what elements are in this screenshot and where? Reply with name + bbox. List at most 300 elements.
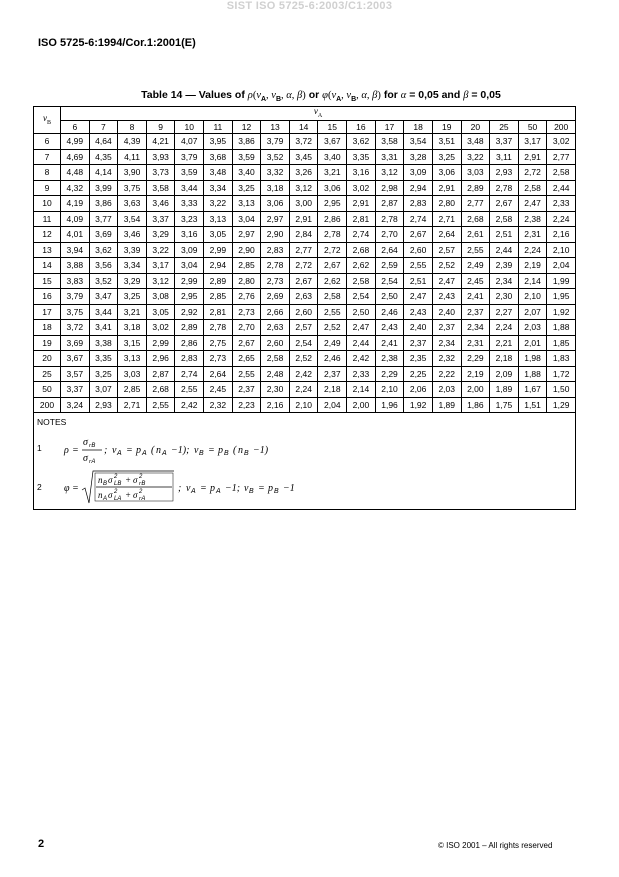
table-cell: 2,67 (289, 273, 318, 289)
table-cell: 3,52 (261, 149, 290, 165)
table-cell: 2,49 (461, 258, 490, 274)
svg-text:B: B (274, 488, 279, 495)
table-cell: 4,19 (61, 196, 90, 212)
table-cell: 2,34 (461, 320, 490, 336)
table-cell: 2,83 (175, 351, 204, 367)
row-label: 12 (34, 227, 61, 243)
table-cell: 3,34 (204, 180, 233, 196)
note-2-formula (62, 470, 332, 506)
table-cell: 2,93 (490, 165, 519, 181)
table-cell: 2,55 (175, 382, 204, 398)
table-cell: 2,24 (490, 320, 519, 336)
table-row (34, 335, 576, 351)
table-cell: 2,00 (461, 382, 490, 398)
caption-beta-value: = 0,05 (471, 89, 501, 101)
svg-text:rA: rA (139, 496, 146, 502)
table-cell: 1,89 (432, 397, 461, 413)
table-cell: 2,49 (318, 335, 347, 351)
svg-text:=: = (72, 445, 79, 456)
table-cell: 2,55 (461, 242, 490, 258)
table-cell: 3,83 (61, 273, 90, 289)
table-cell: 2,96 (146, 351, 175, 367)
table-cell: 4,48 (61, 165, 90, 181)
table-cell: 2,72 (289, 258, 318, 274)
table-cell: 2,70 (375, 227, 404, 243)
row-label: 20 (34, 351, 61, 367)
table-cell: 2,91 (347, 196, 376, 212)
table-cell: 2,41 (461, 289, 490, 305)
table-cell: 2,64 (204, 366, 233, 382)
table-cell: 3,38 (89, 335, 118, 351)
table-cell: 2,78 (375, 211, 404, 227)
table-cell: 2,78 (490, 180, 519, 196)
table-cell: 2,46 (318, 351, 347, 367)
table-cell: 3,02 (146, 320, 175, 336)
table-cell: 2,38 (518, 211, 547, 227)
svg-text:B: B (199, 450, 204, 457)
table-cell: 2,54 (375, 273, 404, 289)
table-cell: 3,26 (289, 165, 318, 181)
table-cell: 3,29 (118, 273, 147, 289)
table-cell: 2,68 (146, 382, 175, 398)
table-cell: 2,97 (261, 211, 290, 227)
svg-text:σ: σ (83, 453, 88, 464)
table-cell: 2,39 (490, 258, 519, 274)
table-cell: 3,54 (404, 134, 433, 150)
column-header: 16 (347, 120, 376, 134)
table-cell: 2,83 (404, 196, 433, 212)
table-cell: 2,37 (318, 366, 347, 382)
table-cell: 2,75 (204, 335, 233, 351)
table-cell: 3,72 (289, 134, 318, 150)
svg-text:B: B (224, 450, 229, 457)
table-cell: 2,68 (461, 211, 490, 227)
table-cell: 2,81 (204, 304, 233, 320)
copyright: © ISO 2001 – All rights reserved (438, 841, 553, 850)
table-cell: 3,07 (89, 382, 118, 398)
table-cell: 3,93 (146, 149, 175, 165)
table-cell: 2,58 (547, 165, 576, 181)
row-header-cell: $\nu_B$ (34, 107, 61, 134)
table-cell: 2,81 (347, 211, 376, 227)
table-cell: 3,57 (61, 366, 90, 382)
table-cell: 3,62 (89, 242, 118, 258)
table-cell: 4,99 (61, 134, 90, 150)
table-cell: 2,72 (318, 242, 347, 258)
table-cell: 2,80 (232, 273, 261, 289)
table-cell: 1,29 (547, 397, 576, 413)
table-cell: 3,13 (204, 211, 233, 227)
table-cell: 2,16 (261, 397, 290, 413)
table-cell: 3,44 (89, 304, 118, 320)
table-cell: 2,43 (432, 289, 461, 305)
table-cell: 4,01 (61, 227, 90, 243)
table-cell: 2,04 (318, 397, 347, 413)
column-header: 9 (146, 120, 175, 134)
table-cell: 2,47 (347, 320, 376, 336)
svg-text:A: A (162, 450, 167, 457)
table-cell: 2,64 (375, 242, 404, 258)
table-cell: 3,45 (289, 149, 318, 165)
table-cell: 3,12 (375, 165, 404, 181)
table-cell: 3,48 (461, 134, 490, 150)
svg-text:2: 2 (139, 474, 143, 480)
row-label: 10 (34, 196, 61, 212)
note-1-formula (64, 435, 324, 465)
table-cell: 2,61 (461, 227, 490, 243)
table-cell: 2,32 (204, 397, 233, 413)
table-cell: 3,35 (347, 149, 376, 165)
table-cell: 3,86 (89, 196, 118, 212)
table-cell: 1,92 (547, 304, 576, 320)
table-cell: 2,62 (318, 273, 347, 289)
table-cell: 2,86 (175, 335, 204, 351)
table-cell: 2,38 (375, 351, 404, 367)
table-cell: 2,43 (375, 320, 404, 336)
caption-alpha-value: = 0,05 and (409, 89, 461, 101)
table-cell: 3,46 (118, 227, 147, 243)
table-cell: 2,67 (404, 227, 433, 243)
table-cell: 2,71 (432, 211, 461, 227)
table-cell: 2,91 (432, 180, 461, 196)
table-cell: 2,99 (204, 242, 233, 258)
table-cell: 3,44 (175, 180, 204, 196)
table-cell: 3,94 (61, 242, 90, 258)
svg-text:=: = (200, 483, 207, 494)
table-cell: 3,68 (204, 149, 233, 165)
column-header: 200 (547, 120, 576, 134)
table-cell: 2,03 (518, 320, 547, 336)
table-cell: 3,17 (146, 258, 175, 274)
table-cell: 2,97 (232, 227, 261, 243)
table-cell: 1,88 (518, 366, 547, 382)
table-cell: 2,18 (318, 382, 347, 398)
table-cell: 3,25 (89, 366, 118, 382)
table-cell: 2,58 (261, 351, 290, 367)
table-cell: 3,02 (347, 180, 376, 196)
table-cell: 3,58 (375, 134, 404, 150)
svg-text:B: B (249, 488, 254, 495)
column-header: 25 (490, 120, 519, 134)
column-header: 17 (375, 120, 404, 134)
table-cell: 3,25 (118, 289, 147, 305)
svg-text:rA: rA (89, 459, 96, 465)
table-caption: Table 14 — Values of $\rho(\nu_A$, $\nu_B$, α, β) or $\varphi(\nu_A$, $\nu_B$, α, β) for α = 0,05 and β = 0,05 (141, 89, 501, 104)
table-cell: 2,01 (518, 335, 547, 351)
table-cell: 3,59 (232, 149, 261, 165)
svg-text:n: n (98, 475, 103, 485)
svg-text:σ: σ (108, 475, 113, 485)
table-cell: 2,67 (318, 258, 347, 274)
table-cell: 2,42 (347, 351, 376, 367)
table-cell: 3,41 (89, 320, 118, 336)
table-cell: 2,34 (432, 335, 461, 351)
table-cell: 2,73 (204, 351, 233, 367)
svg-text:−1): −1) (253, 445, 269, 456)
svg-text:2: 2 (139, 489, 143, 495)
column-group-header: $\nu_A$ (61, 107, 576, 121)
table-cell: 2,31 (518, 227, 547, 243)
table-cell: 2,95 (318, 196, 347, 212)
table-cell: 2,66 (261, 304, 290, 320)
table-cell: 2,77 (289, 242, 318, 258)
table-cell: 4,11 (118, 149, 147, 165)
table-cell: 2,99 (175, 273, 204, 289)
table-cell: 2,87 (146, 366, 175, 382)
table-cell: 2,87 (375, 196, 404, 212)
row-label: 17 (34, 304, 61, 320)
table-cell: 1,72 (547, 366, 576, 382)
svg-text:(: ( (233, 445, 237, 456)
table-cell: 3,73 (146, 165, 175, 181)
table-cell: 3,03 (118, 366, 147, 382)
table-row (34, 134, 576, 150)
table-cell: 2,19 (461, 366, 490, 382)
table-cell: 2,63 (261, 320, 290, 336)
row-label: 13 (34, 242, 61, 258)
table-cell: 2,14 (347, 382, 376, 398)
table-cell: 2,74 (175, 366, 204, 382)
table-cell: 3,67 (318, 134, 347, 150)
table-cell: 1,67 (518, 382, 547, 398)
table-cell: 3,56 (89, 258, 118, 274)
svg-text:;: ; (178, 483, 182, 494)
table-cell: 2,91 (289, 211, 318, 227)
table-cell: 1,92 (404, 397, 433, 413)
table-row (34, 227, 576, 243)
column-header: 19 (432, 120, 461, 134)
table-cell: 2,10 (289, 397, 318, 413)
row-label: 50 (34, 382, 61, 398)
table-cell: 2,34 (490, 273, 519, 289)
table-cell: 3,32 (261, 165, 290, 181)
table-cell: 3,22 (461, 149, 490, 165)
table-cell: 4,07 (175, 134, 204, 150)
column-header: 15 (318, 120, 347, 134)
svg-text:ν: ν (112, 445, 117, 456)
table-cell: 2,31 (461, 335, 490, 351)
table-cell: 3,09 (404, 165, 433, 181)
table-row (34, 320, 576, 336)
svg-text:=: = (258, 483, 265, 494)
table-cell: 2,78 (204, 320, 233, 336)
table-cell: 4,39 (118, 134, 147, 150)
table-cell: 2,33 (547, 196, 576, 212)
table-cell: 3,72 (61, 320, 90, 336)
table-cell: 1,88 (547, 320, 576, 336)
table-row (34, 366, 576, 382)
table-cell: 3,16 (175, 227, 204, 243)
table-row (34, 196, 576, 212)
table-cell: 2,57 (289, 320, 318, 336)
table-cell: 2,47 (432, 273, 461, 289)
note-2-number: 2 (37, 482, 42, 492)
column-header: 12 (232, 120, 261, 134)
table-cell: 2,45 (204, 382, 233, 398)
table-cell: 2,40 (404, 320, 433, 336)
table-cell: 2,44 (347, 335, 376, 351)
svg-text:σ: σ (108, 490, 113, 500)
table-cell: 3,28 (404, 149, 433, 165)
table-cell: 2,29 (375, 366, 404, 382)
table-cell: 2,71 (118, 397, 147, 413)
table-cell: 4,32 (61, 180, 90, 196)
table-cell: 3,13 (232, 196, 261, 212)
table-cell: 2,37 (404, 335, 433, 351)
table-cell: 3,05 (146, 304, 175, 320)
table-cell: 3,67 (61, 351, 90, 367)
column-header: 8 (118, 120, 147, 134)
table-cell: 1,75 (490, 397, 519, 413)
table-cell: 2,73 (261, 273, 290, 289)
column-header: 20 (461, 120, 490, 134)
table-cell: 3,99 (89, 180, 118, 196)
document-id: ISO 5725-6:1994/Cor.1:2001(E) (38, 37, 196, 49)
row-label: 11 (34, 211, 61, 227)
table-cell: 3,34 (118, 258, 147, 274)
table-cell: 2,60 (289, 304, 318, 320)
table-cell: 2,54 (289, 335, 318, 351)
table-cell: 2,67 (232, 335, 261, 351)
table-cell: 2,40 (432, 304, 461, 320)
svg-text:=: = (208, 445, 215, 456)
table-cell: 3,06 (318, 180, 347, 196)
svg-text:p: p (268, 483, 273, 494)
table-cell: 3,37 (490, 134, 519, 150)
svg-text:2: 2 (114, 474, 118, 480)
table-cell: 2,24 (547, 211, 576, 227)
table-cell: 2,24 (518, 242, 547, 258)
svg-text:ρ: ρ (64, 445, 69, 456)
notes-title: NOTES (37, 417, 67, 427)
table-cell: 2,90 (232, 242, 261, 258)
table-cell: 2,30 (261, 382, 290, 398)
column-header: 10 (175, 120, 204, 134)
table-cell: 2,95 (175, 289, 204, 305)
caption-for: for (383, 89, 398, 101)
column-header: 7 (89, 120, 118, 134)
table-cell: 2,85 (232, 258, 261, 274)
table-cell: 3,52 (89, 273, 118, 289)
table-cell: 2,10 (375, 382, 404, 398)
table-cell: 2,55 (404, 258, 433, 274)
table-cell: 2,80 (432, 196, 461, 212)
watermark: SIST ISO 5725-6:2003/C1:2003 (226, 0, 393, 12)
table-cell: 3,17 (518, 134, 547, 150)
table-cell: 2,86 (318, 211, 347, 227)
table-cell: 1,96 (375, 397, 404, 413)
table-cell: 2,68 (347, 242, 376, 258)
table-cell: 3,58 (146, 180, 175, 196)
table-cell: 2,55 (318, 304, 347, 320)
table-cell: 3,22 (204, 196, 233, 212)
table-cell: 3,02 (547, 134, 576, 150)
table-cell: 2,47 (404, 289, 433, 305)
table-cell: 2,37 (232, 382, 261, 398)
table-row (34, 180, 576, 196)
table-cell: 3,04 (175, 258, 204, 274)
table-cell: 3,75 (118, 180, 147, 196)
table-cell: 2,93 (89, 397, 118, 413)
table-cell: 2,44 (490, 242, 519, 258)
table-cell: 3,25 (432, 149, 461, 165)
row-label: 16 (34, 289, 61, 305)
table-cell: 2,55 (146, 397, 175, 413)
table-cell: 2,92 (175, 304, 204, 320)
table-cell: 3,08 (146, 289, 175, 305)
svg-text:LB: LB (114, 481, 122, 487)
table-cell: 2,14 (518, 273, 547, 289)
table-cell: 3,11 (490, 149, 519, 165)
table-cell: 1,50 (547, 382, 576, 398)
table-row (34, 289, 576, 305)
table-cell: 2,98 (375, 180, 404, 196)
table-cell: 2,59 (375, 258, 404, 274)
table-cell: 2,52 (432, 258, 461, 274)
table-cell: 3,06 (432, 165, 461, 181)
svg-text:A: A (216, 488, 221, 495)
row-label: 8 (34, 165, 61, 181)
svg-text:φ: φ (64, 483, 70, 494)
table-cell: 2,74 (347, 227, 376, 243)
table-cell: 2,03 (432, 382, 461, 398)
table-cell: 3,79 (175, 149, 204, 165)
table-cell: 3,04 (232, 211, 261, 227)
svg-text:+: + (125, 475, 132, 485)
table-cell: 2,69 (261, 289, 290, 305)
table-cell: 3,37 (61, 382, 90, 398)
table-cell: 3,31 (375, 149, 404, 165)
svg-text:B: B (244, 450, 249, 457)
table-cell: 2,50 (347, 304, 376, 320)
table-cell: 2,25 (404, 366, 433, 382)
table-cell: 2,24 (289, 382, 318, 398)
table-cell: 2,78 (261, 258, 290, 274)
table-cell: 2,67 (490, 196, 519, 212)
values-table (33, 106, 576, 510)
table-row (34, 211, 576, 227)
table-cell: 2,30 (490, 289, 519, 305)
table-row (34, 149, 576, 165)
table-cell: 3,69 (89, 227, 118, 243)
svg-text:ν: ν (194, 445, 199, 456)
svg-text:n: n (156, 445, 161, 456)
table-cell: 3,03 (461, 165, 490, 181)
table-cell: 3,77 (89, 211, 118, 227)
table-row (34, 351, 576, 367)
table-cell: 2,54 (347, 289, 376, 305)
table-cell: 3,25 (232, 180, 261, 196)
table-cell: 2,55 (232, 366, 261, 382)
table-cell: 2,35 (404, 351, 433, 367)
table-cell: 3,00 (289, 196, 318, 212)
table-cell: 3,21 (118, 304, 147, 320)
table-cell: 2,10 (547, 242, 576, 258)
table-cell: 3,23 (175, 211, 204, 227)
table-row (34, 258, 576, 274)
table-cell: 2,89 (204, 273, 233, 289)
table-cell: 2,07 (518, 304, 547, 320)
column-header-row (34, 120, 576, 134)
table-cell: 2,62 (347, 258, 376, 274)
table-cell: 3,22 (146, 242, 175, 258)
table-cell: 2,23 (232, 397, 261, 413)
table-cell: 4,64 (89, 134, 118, 150)
table-cell: 2,41 (375, 335, 404, 351)
row-label: 7 (34, 149, 61, 165)
table-cell: 3,29 (146, 227, 175, 243)
table-cell: 3,79 (261, 134, 290, 150)
